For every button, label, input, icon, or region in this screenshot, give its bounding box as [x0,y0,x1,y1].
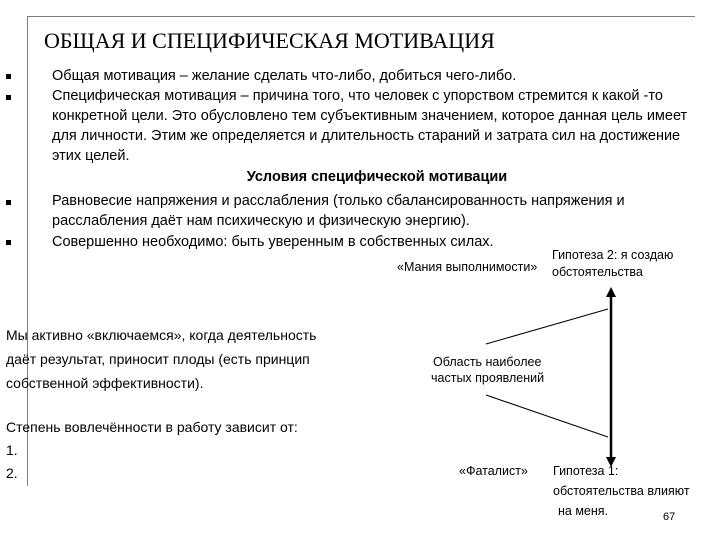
bullet-specific-motivation: Специфическая мотивация – причина того, что человек с упорством стремится к какой -то конкретной цели. Это обусловлено тем субъективным значением, которое данная цель имеет для личности. Этим же определяется и длительность стараний и затрата сил на достижение этих целей. [52,88,688,164]
conditions-heading: Условия специфической мотивации [246,169,508,185]
list-item-1: 1. [6,442,18,458]
area-upper-line [486,309,608,344]
left-text-line-1: Мы активно «включаемся», когда деятельность [6,327,317,343]
area-lower-line [486,395,608,437]
bullet-balance: Равновесие напряжения и расслабления (только сбалансированность напряжения и расслабления даёт нам психическую и физическую энергию). [52,193,625,229]
left-text-line-3: собственной эффективности). [6,375,204,391]
slide-title: ОБЩАЯ И СПЕЦИФИЧЕСКАЯ МОТИВАЦИЯ [44,28,495,53]
hypothesis-2-line-1: Гипотеза 2: я создаю [552,248,674,262]
involvement-text: Степень вовлечённости в работу зависит от: [6,419,298,435]
frequent-area-line-1: Область наиболее [433,355,542,369]
hypothesis-1-line-2: обстоятельства влияют [553,484,690,498]
hypothesis-1-line-3: на меня. [558,504,609,518]
frequent-area-line-2: частых проявлений [431,371,545,385]
hypothesis-1-line-1: Гипотеза 1: [553,464,619,478]
left-text-line-2: даёт результат, приносит плоды (есть принцип [6,351,310,367]
list-item-2: 2. [6,465,18,481]
page-number: 67 [663,511,676,523]
hypothesis-2-line-2: обстоятельства [552,265,643,279]
bullet-general-motivation: Общая мотивация – желание сделать что-либо, добиться чего-либо. [52,68,517,84]
mania-label: «Мания выполнимости» [397,260,538,274]
bullet-self-confidence: Совершенно необходимо: быть уверенным в собственных силах. [52,234,494,250]
fatalist-label: «Фаталист» [459,464,528,478]
